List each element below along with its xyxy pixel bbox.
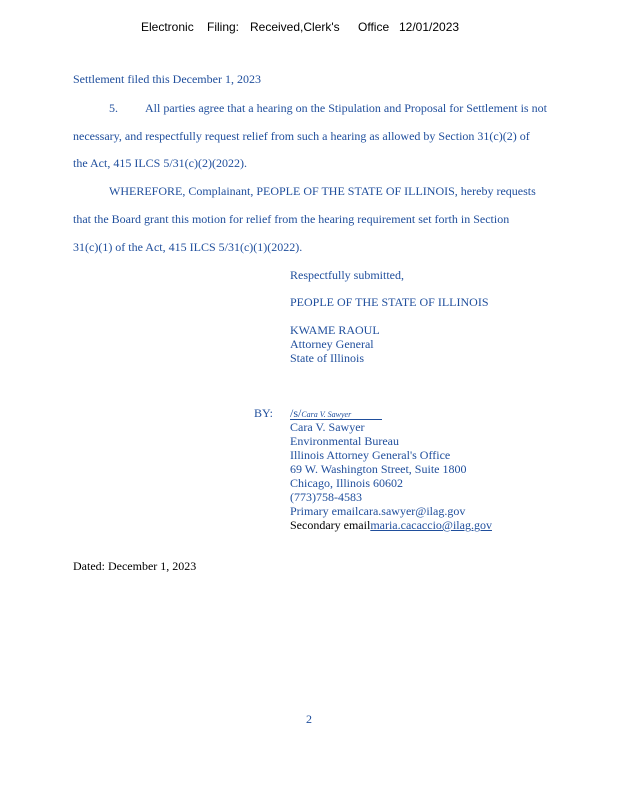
- settlement-line: Settlement filed this December 1, 2023: [73, 72, 261, 86]
- signature-prefix: /s/: [290, 406, 302, 420]
- paragraph-5-line-1: All parties agree that a hearing on the Stipulation and Proposal for Settlement is not: [145, 101, 547, 115]
- primary-email-link[interactable]: cara.sawyer@ilag.gov: [358, 504, 466, 518]
- signature-cursive: Cara V. Sawyer: [301, 410, 352, 419]
- signer-name: Cara V. Sawyer: [290, 420, 365, 434]
- respectfully-submitted: Respectfully submitted,: [290, 268, 404, 282]
- wherefore-line-3: 31(c)(1) of the Act, 415 ILCS 5/31(c)(1)(2022).: [73, 240, 303, 254]
- signer-bureau: Environmental Bureau: [290, 434, 399, 448]
- wherefore-line-1: WHEREFORE, Complainant, PEOPLE OF THE STATE OF ILLINOIS, hereby requests: [109, 184, 536, 198]
- wherefore-line-2: that the Board grant this motion for relief from the hearing requirement set forth in Section: [73, 212, 510, 226]
- secondary-email-label: Secondary email: [290, 518, 371, 532]
- secondary-email-row: [290, 518, 492, 533]
- people-of-illinois: PEOPLE OF THE STATE OF ILLINOIS: [290, 295, 489, 309]
- signer-city: Chicago, Illinois 60602: [290, 476, 403, 490]
- header-electronic: Electronic: [141, 20, 194, 34]
- header-date: 12/01/2023: [399, 20, 460, 34]
- signer-office: Illinois Attorney General's Office: [290, 448, 451, 462]
- header-filing: Filing:: [207, 20, 240, 34]
- dated-line: Dated: December 1, 2023: [73, 559, 197, 573]
- page-number: 2: [306, 712, 312, 726]
- signer-phone: (773)758-4583: [290, 490, 362, 504]
- paragraph-number: 5.: [109, 101, 118, 115]
- paragraph-5-line-3: the Act, 415 ILCS 5/31(c)(2)(2022).: [73, 156, 247, 170]
- paragraph-5-line-2: necessary, and respectfully request relief from such a hearing as allowed by Section 31(c)(2) of: [73, 129, 530, 143]
- header-received: Received,Clerk's: [250, 20, 340, 34]
- attorney-general-state: State of Illinois: [290, 351, 364, 365]
- signer-address: 69 W. Washington Street, Suite 1800: [290, 462, 467, 476]
- attorney-general-title: Attorney General: [290, 337, 374, 351]
- by-label: BY:: [254, 406, 273, 420]
- primary-email-label: Primary email: [290, 504, 359, 518]
- secondary-email-link[interactable]: maria.cacaccio@ilag.gov: [370, 518, 492, 532]
- primary-email-row: [290, 504, 465, 519]
- attorney-general-name: KWAME RAOUL: [290, 323, 380, 337]
- header-office: Office: [358, 20, 390, 34]
